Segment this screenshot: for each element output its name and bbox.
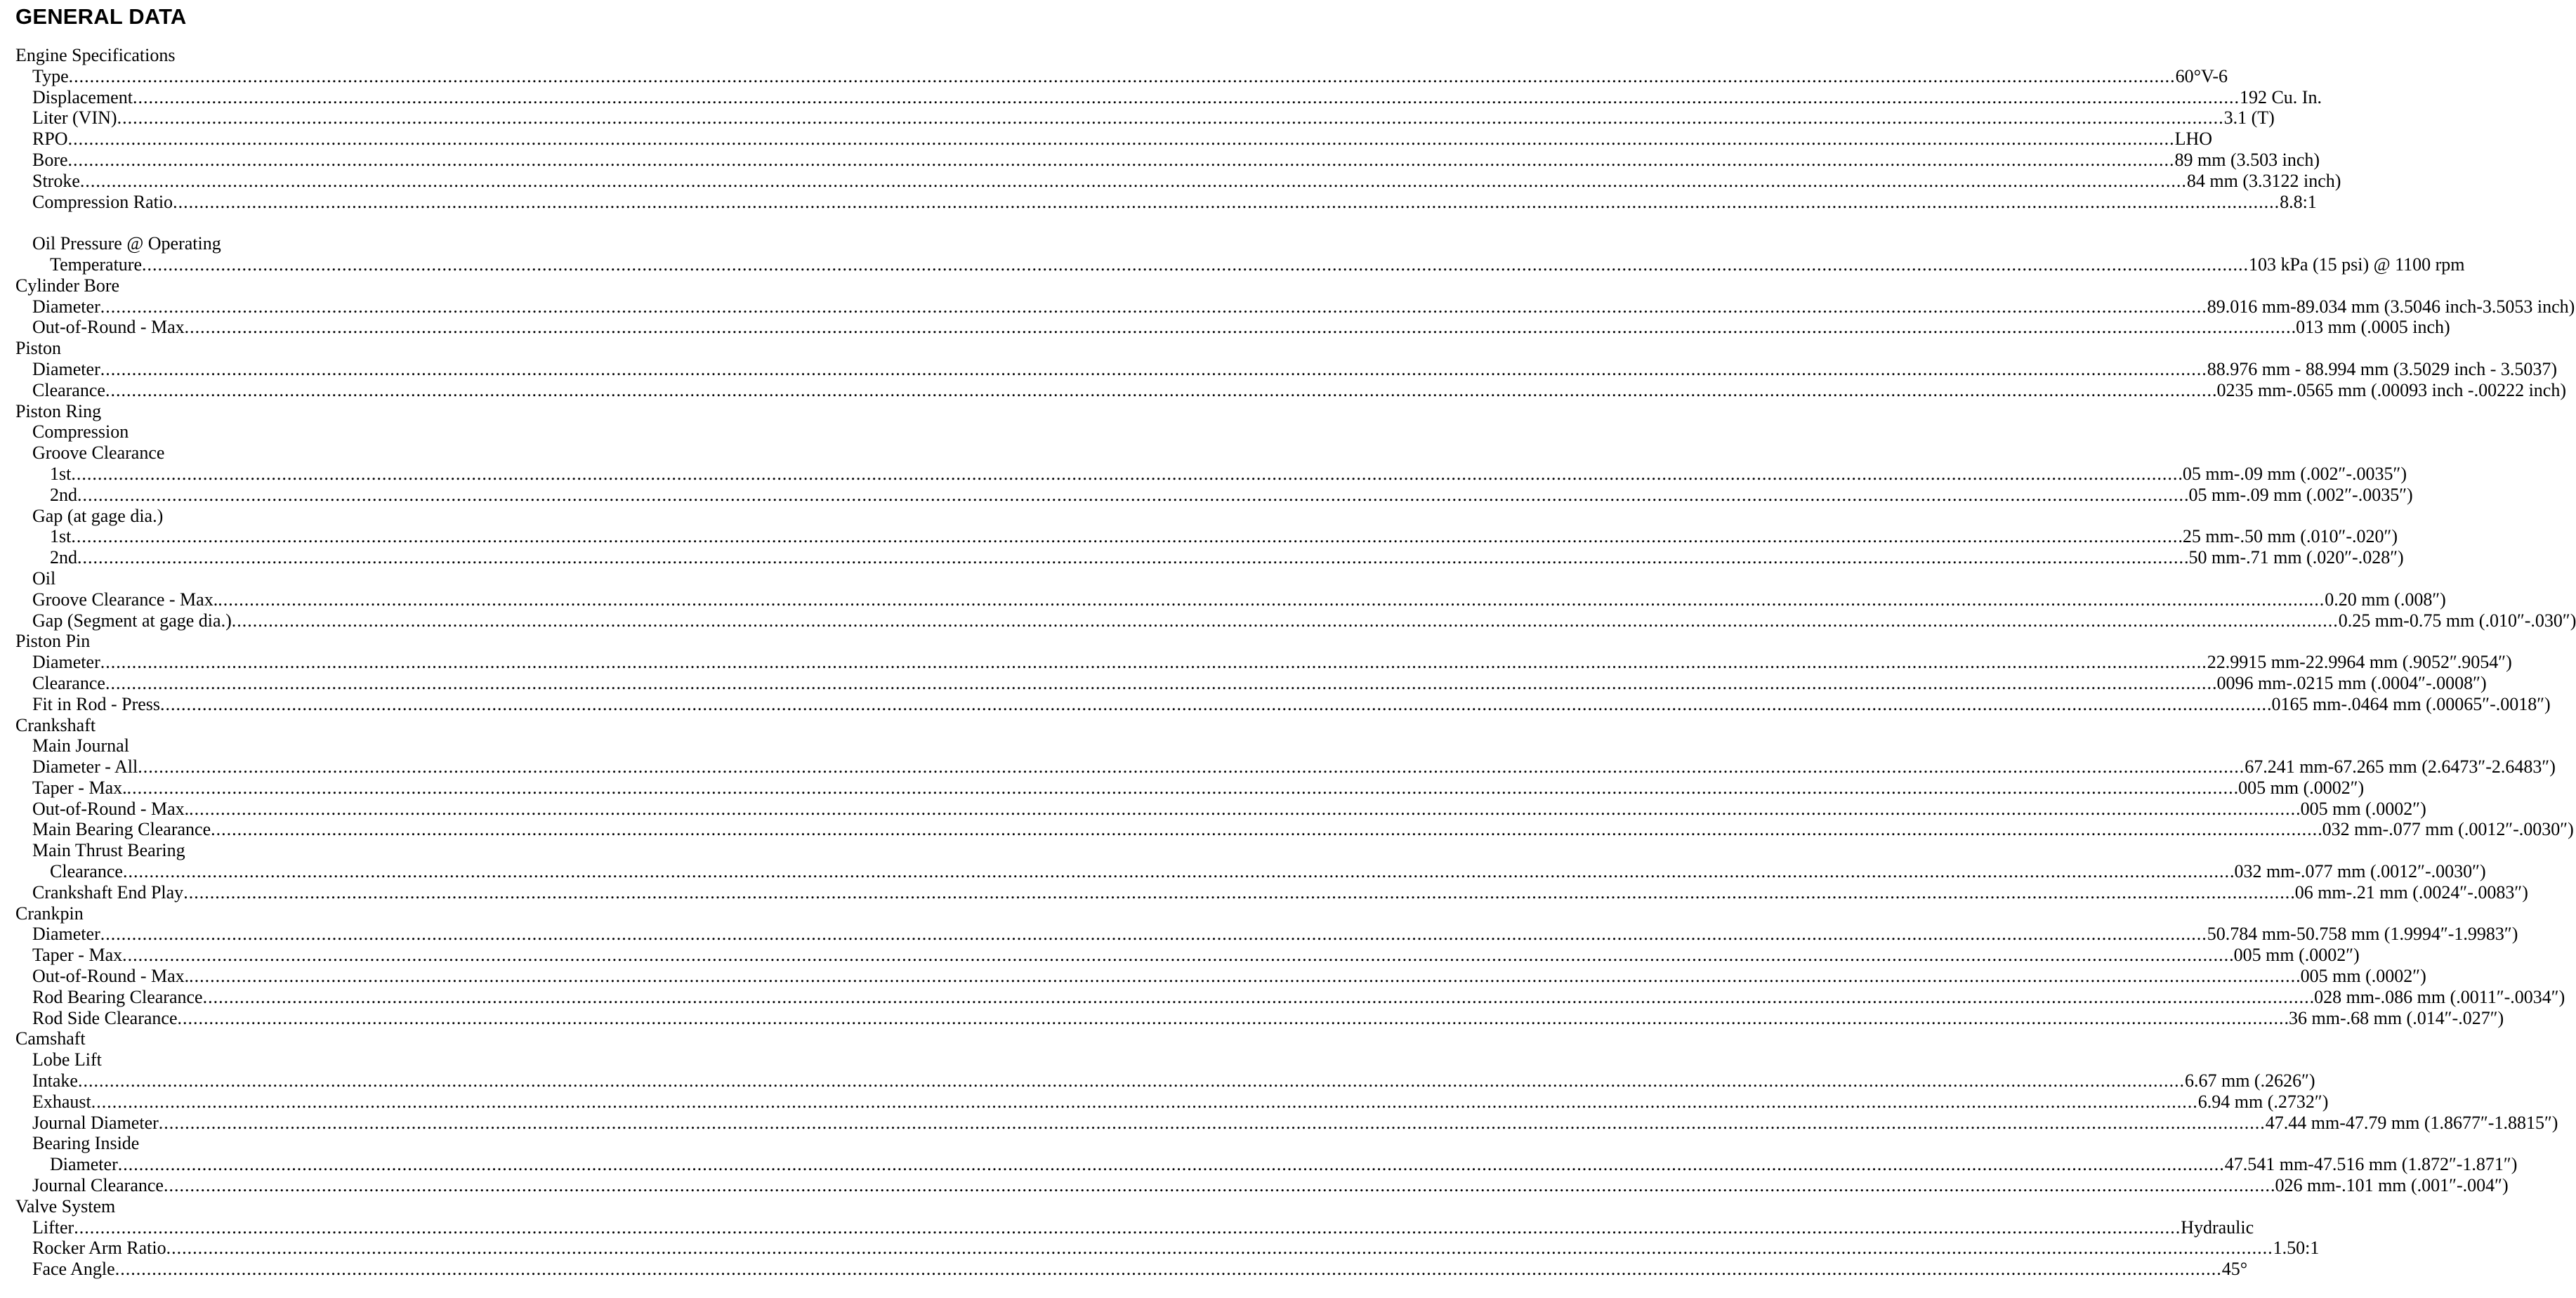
spec-row: [15, 1238, 2320, 1259]
leader-dots: ................................................................................................................................................................................................................................................................................................................................................................................................................: [189, 966, 2296, 987]
spec-value: .005 mm (.0002″): [2233, 777, 2365, 798]
leader-dots: ................................................................................................................................................................................................................................................................................................................................................................................................................: [77, 484, 2184, 505]
spec-value: 0.25 mm-0.75 mm (.010″-.030″): [2338, 610, 2576, 631]
leader-dots: ................................................................................................................................................................................................................................................................................................................................................................................................................: [160, 693, 2268, 714]
spec-label: Engine Specifications: [15, 45, 176, 65]
spec-value: 88.976 mm - 88.994 mm (3.5029 inch - 3.5037): [2207, 358, 2558, 379]
section-heading: [15, 442, 1039, 464]
spec-row: [15, 945, 2360, 966]
spec-label: Displacement: [32, 86, 133, 107]
spec-label: Oil: [32, 568, 56, 589]
leader-dots: ................................................................................................................................................................................................................................................................................................................................................................................................................: [71, 526, 2179, 547]
leader-dots: ................................................................................................................................................................................................................................................................................................................................................................................................................: [163, 1175, 2271, 1196]
spec-label: Crankshaft: [15, 714, 96, 735]
spec-value: .0096 mm-.0215 mm (.0004″-.0008″): [2212, 672, 2487, 693]
spec-label: Rod Bearing Clearance: [32, 986, 203, 1007]
spec-row: [15, 317, 2450, 338]
spec-row: [15, 966, 2426, 987]
spec-value: 45°: [2221, 1259, 2248, 1280]
spec-value: 0.20 mm (.008″): [2325, 589, 2446, 610]
spec-label: Clearance: [32, 379, 105, 400]
spec-value: 84 mm (3.3122 inch): [2186, 170, 2341, 191]
section-heading: [15, 421, 1039, 442]
leader-dots: ................................................................................................................................................................................................................................................................................................................................................................................................................: [122, 945, 2230, 966]
spec-value: 6.94 mm (.2732″): [2197, 1091, 2329, 1112]
spec-value: LHO: [2174, 129, 2213, 150]
spec-row: [15, 65, 2228, 87]
spec-row: [15, 1070, 2315, 1092]
leader-dots: ................................................................................................................................................................................................................................................................................................................................................................................................................: [71, 463, 2179, 484]
spec-label: Type: [32, 65, 69, 86]
spec-label: Journal Diameter: [32, 1112, 159, 1133]
section-heading: [15, 1028, 1039, 1049]
spec-row: [15, 798, 2426, 820]
spec-row: [15, 1112, 2558, 1134]
spec-row: [15, 526, 2398, 547]
leader-dots: ................................................................................................................................................................................................................................................................................................................................................................................................................: [77, 547, 2184, 568]
spec-value: 89 mm (3.503 inch): [2174, 149, 2320, 170]
spec-value: .032 mm-.077 mm (.0012″-.0030″): [2318, 819, 2574, 840]
spec-label: 2nd: [50, 547, 77, 568]
spec-row: [15, 693, 2551, 715]
spec-label: 1st: [50, 463, 72, 484]
section-heading: [15, 275, 1039, 296]
spec-row: [15, 484, 2413, 506]
spec-label: RPO: [32, 129, 68, 150]
section-heading: [15, 903, 1039, 924]
spec-label: Diameter: [50, 1154, 118, 1175]
leader-dots: ................................................................................................................................................................................................................................................................................................................................................................................................................: [132, 86, 2240, 107]
spec-row: [15, 1259, 2248, 1280]
leader-dots: ................................................................................................................................................................................................................................................................................................................................................................................................................: [67, 129, 2175, 150]
spec-label: Diameter - All: [32, 756, 138, 778]
spec-label: Out-of-Round - Max: [32, 317, 185, 338]
spec-label: Gap (at gage dia.): [32, 505, 164, 526]
spec-row: [15, 756, 2556, 778]
spec-row: [15, 463, 2407, 485]
spec-value: .25 mm-.50 mm (.010″-.020″): [2178, 526, 2398, 547]
leader-dots: ................................................................................................................................................................................................................................................................................................................................................................................................................: [74, 1217, 2181, 1238]
spec-label: Piston: [15, 338, 62, 359]
spec-label: Journal Clearance: [32, 1175, 164, 1196]
leader-dots: ................................................................................................................................................................................................................................................................................................................................................................................................................: [173, 191, 2280, 212]
spec-value: 192 Cu. In.: [2239, 86, 2322, 107]
leader-dots: ................................................................................................................................................................................................................................................................................................................................................................................................................: [211, 819, 2318, 840]
section-heading: [15, 338, 1039, 359]
spec-row: [15, 924, 2518, 945]
spec-value: .36 mm-.68 mm (.014″-.027″): [2284, 1007, 2504, 1028]
leader-dots: ................................................................................................................................................................................................................................................................................................................................................................................................................: [67, 149, 2175, 170]
spec-row: [15, 1175, 2509, 1196]
leader-dots: ................................................................................................................................................................................................................................................................................................................................................................................................................: [91, 1091, 2198, 1112]
spec-label: Stroke: [32, 170, 80, 191]
spec-value: Hydraulic: [2181, 1217, 2254, 1238]
spec-label: Bore: [32, 149, 68, 170]
spec-label: Fit in Rod - Press: [32, 693, 161, 714]
spec-row: [15, 610, 2576, 631]
spec-row: [15, 777, 2365, 799]
spec-row: [15, 589, 2446, 610]
leader-dots: ................................................................................................................................................................................................................................................................................................................................................................................................................: [105, 672, 2212, 693]
spec-label: Groove Clearance - Max.: [32, 589, 218, 610]
spec-value: 50.784 mm-50.758 mm (1.9994″-1.9983″): [2207, 924, 2518, 945]
spec-row: [15, 1217, 2254, 1238]
spec-value: 6.67 mm (.2626″): [2184, 1070, 2315, 1092]
leader-dots: ................................................................................................................................................................................................................................................................................................................................................................................................................: [100, 924, 2207, 945]
leader-dots: ................................................................................................................................................................................................................................................................................................................................................................................................................: [68, 65, 2176, 86]
spec-label: Lifter: [32, 1217, 74, 1238]
section-heading: [15, 715, 1039, 736]
spec-row: [15, 191, 2317, 213]
spec-row: [15, 861, 2486, 882]
spec-label: Face Angle: [32, 1259, 115, 1280]
section-heading: [15, 1133, 1039, 1154]
spec-row: [15, 1154, 2518, 1175]
spec-label: Groove Clearance: [32, 442, 165, 464]
spec-label: 2nd: [50, 484, 77, 505]
spec-row: [15, 652, 2512, 673]
spec-value: 47.541 mm-47.516 mm (1.872″-1.871″): [2224, 1154, 2518, 1175]
spec-row: [15, 149, 2320, 171]
spec-value: .0235 mm-.0565 mm (.00093 inch -.00222 inch): [2212, 379, 2566, 400]
section-heading: [15, 506, 1039, 527]
spec-label: Gap (Segment at gage dia.): [32, 610, 232, 631]
spec-value: .05 mm-.09 mm (.002″-.0035″): [2184, 484, 2413, 505]
spec-value: 22.9915 mm-22.9964 mm (.9052″.9054″): [2207, 652, 2512, 673]
spec-value: 60°V-6: [2175, 65, 2228, 86]
spec-value: .032 mm-.077 mm (.0012″-.0030″): [2229, 861, 2486, 882]
spec-value: 89.016 mm-89.034 mm (3.5046 inch-3.5053 inch): [2207, 296, 2575, 317]
spec-label: Taper - Max.: [32, 777, 127, 798]
spec-label: Out-of-Round - Max.: [32, 798, 190, 819]
spec-value: .05 mm-.09 mm (.002″-.0035″): [2178, 463, 2407, 484]
leader-dots: ................................................................................................................................................................................................................................................................................................................................................................................................................: [114, 1259, 2222, 1280]
spec-value: .06 mm-.21 mm (.0024″-.0083″): [2290, 881, 2528, 903]
spec-label: Clearance: [32, 672, 105, 693]
spec-row: [15, 1091, 2329, 1113]
spec-label: Cylinder Bore: [15, 275, 120, 296]
spec-row: [15, 379, 2566, 401]
spec-value: 103 kPa (15 psi) @ 1100 rpm: [2249, 254, 2465, 275]
spec-label: Main Thrust Bearing: [32, 840, 185, 861]
spec-value: 1.50:1: [2273, 1238, 2320, 1259]
spec-row: [15, 107, 2275, 129]
spec-row: [15, 547, 2404, 568]
leader-dots: ................................................................................................................................................................................................................................................................................................................................................................................................................: [158, 1112, 2266, 1133]
spec-label: Taper - Max: [32, 945, 123, 966]
spec-value: 67.241 mm-67.265 mm (2.6473″-2.6483″): [2245, 756, 2556, 778]
spec-row: [15, 881, 2528, 903]
spec-row: [15, 358, 2558, 380]
spec-label: Diameter: [32, 652, 100, 673]
spec-value: .005 mm (.0002″): [2296, 798, 2426, 819]
section-heading: [15, 1196, 1039, 1217]
leader-dots: ................................................................................................................................................................................................................................................................................................................................................................................................................: [184, 317, 2292, 338]
leader-dots: ................................................................................................................................................................................................................................................................................................................................................................................................................: [122, 861, 2230, 882]
leader-dots: ................................................................................................................................................................................................................................................................................................................................................................................................................: [100, 358, 2207, 379]
spec-label: Exhaust: [32, 1091, 91, 1112]
spec-row: [15, 170, 2341, 192]
section-heading: [15, 631, 1039, 652]
leader-dots: ................................................................................................................................................................................................................................................................................................................................................................................................................: [183, 881, 2291, 903]
spec-row: [15, 986, 2565, 1008]
section-heading: [15, 840, 1039, 861]
leader-dots: ................................................................................................................................................................................................................................................................................................................................................................................................................: [177, 1007, 2285, 1028]
spec-label: Compression: [32, 421, 129, 442]
leader-dots: ................................................................................................................................................................................................................................................................................................................................................................................................................: [117, 107, 2224, 129]
spec-label: Rod Side Clearance: [32, 1007, 178, 1028]
section-heading: [15, 735, 1039, 756]
blank-row: [15, 212, 1039, 233]
spec-label: Temperature: [50, 254, 142, 275]
leader-dots: ................................................................................................................................................................................................................................................................................................................................................................................................................: [166, 1238, 2273, 1259]
spec-label: Piston Pin: [15, 631, 91, 652]
spec-label: Diameter: [32, 296, 100, 317]
spec-label: Diameter: [32, 358, 100, 379]
leader-dots: ................................................................................................................................................................................................................................................................................................................................................................................................................: [79, 170, 2187, 191]
spec-value: .028 mm-.086 mm (.0011″-.0034″): [2309, 986, 2565, 1007]
spec-value: .026 mm-.101 mm (.001″-.004″): [2270, 1175, 2509, 1196]
spec-label: 1st: [50, 526, 72, 547]
spec-row: [15, 819, 2574, 840]
spec-list: [15, 45, 2576, 1280]
spec-label: Crankpin: [15, 903, 84, 924]
leader-dots: ................................................................................................................................................................................................................................................................................................................................................................................................................: [77, 1070, 2185, 1092]
spec-value: 3.1 (T): [2223, 107, 2275, 129]
spec-value: .013 mm (.0005 inch): [2291, 317, 2450, 338]
spec-label: Diameter: [32, 924, 100, 945]
leader-dots: ................................................................................................................................................................................................................................................................................................................................................................................................................: [218, 589, 2325, 610]
spec-value: 8.8:1: [2280, 191, 2317, 212]
spec-label: Lobe Lift: [32, 1049, 102, 1070]
spec-label: Piston Ring: [15, 400, 102, 421]
spec-label: Camshaft: [15, 1028, 86, 1049]
spec-label: Main Bearing Clearance: [32, 819, 211, 840]
spec-label: Main Journal: [32, 735, 129, 756]
spec-label: Crankshaft End Play: [32, 881, 184, 903]
leader-dots: ................................................................................................................................................................................................................................................................................................................................................................................................................: [202, 986, 2310, 1007]
leader-dots: ................................................................................................................................................................................................................................................................................................................................................................................................................: [105, 379, 2212, 400]
leader-dots: ................................................................................................................................................................................................................................................................................................................................................................................................................: [189, 798, 2296, 819]
leader-dots: ................................................................................................................................................................................................................................................................................................................................................................................................................: [126, 777, 2234, 798]
leader-dots: ................................................................................................................................................................................................................................................................................................................................................................................................................: [142, 254, 2249, 275]
spec-row: [15, 672, 2487, 694]
spec-row: [15, 129, 2213, 150]
leader-dots: ................................................................................................................................................................................................................................................................................................................................................................................................................: [100, 652, 2207, 673]
section-heading: [15, 45, 1039, 66]
section-heading: [15, 1049, 1039, 1070]
spec-row: [15, 296, 2575, 317]
spec-label: Compression Ratio: [32, 191, 173, 212]
spec-value: .0165 mm-.0464 mm (.00065″-.0018″): [2267, 693, 2551, 714]
spec-label: Liter (VIN): [32, 107, 117, 129]
spec-label: Bearing Inside: [32, 1133, 140, 1154]
leader-dots: ................................................................................................................................................................................................................................................................................................................................................................................................................: [231, 610, 2339, 631]
spec-value: 47.44 mm-47.79 mm (1.8677″-1.8815″): [2265, 1112, 2558, 1133]
spec-label: Rocker Arm Ratio: [32, 1238, 166, 1259]
spec-value: .005 mm (.0002″): [2296, 966, 2426, 987]
spec-row: [15, 254, 2465, 275]
spec-label: Intake: [32, 1070, 78, 1092]
leader-dots: ................................................................................................................................................................................................................................................................................................................................................................................................................: [138, 756, 2245, 778]
spec-label: Valve System: [15, 1195, 116, 1217]
section-heading: [15, 568, 1039, 589]
spec-label: Out-of-Round - Max.: [32, 966, 190, 987]
page-title: GENERAL DATA: [15, 4, 187, 29]
leader-dots: ................................................................................................................................................................................................................................................................................................................................................................................................................: [117, 1154, 2225, 1175]
section-heading: [15, 401, 1039, 422]
section-heading: [15, 233, 1039, 254]
spec-label: Oil Pressure @ Operating: [32, 233, 221, 254]
spec-label: Clearance: [50, 861, 123, 882]
spec-value: .005 mm (.0002″): [2229, 945, 2360, 966]
spec-value: .50 mm-.71 mm (.020″-.028″): [2184, 547, 2404, 568]
spec-row: [15, 1007, 2504, 1029]
leader-dots: ................................................................................................................................................................................................................................................................................................................................................................................................................: [100, 296, 2207, 317]
spec-row: [15, 86, 2322, 108]
